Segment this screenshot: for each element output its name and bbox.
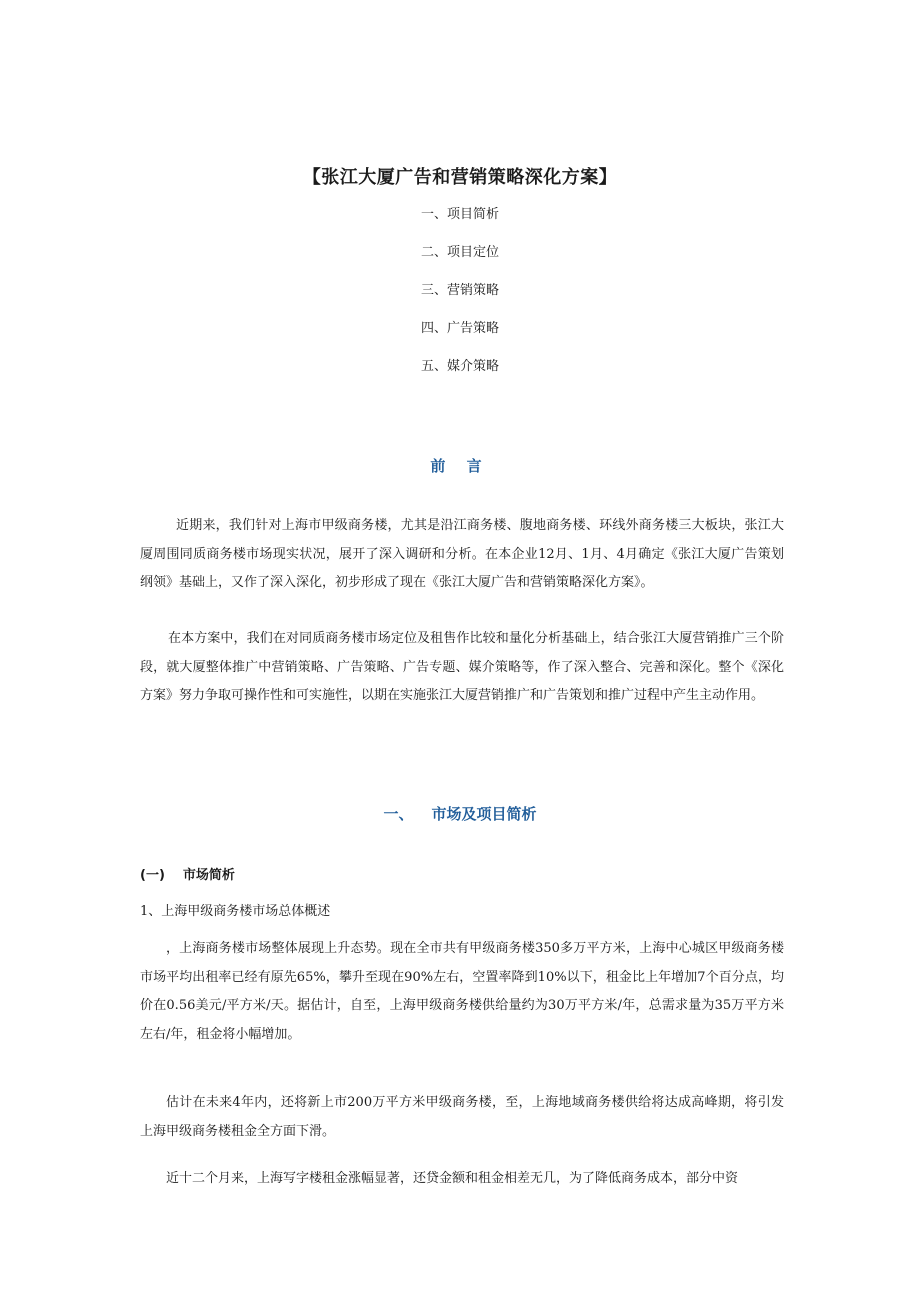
toc-item: 二、项目定位 <box>420 245 499 260</box>
document-title: 【张江大厦广告和营销策略深化方案】 <box>302 167 618 188</box>
item-heading: 1、上海甲级商务楼市场总体概述 <box>140 904 331 919</box>
section-heading <box>0 803 920 824</box>
toc-item: 五、媒介策略 <box>420 359 499 374</box>
table-of-contents <box>0 203 920 393</box>
subsection-heading <box>140 864 235 883</box>
body-paragraph: ，上海商务楼市场整体展现上升态势。现在全市共有甲级商务楼350多万平方米，上海中心城区甲级商务楼市场平均出租率已经有原先65%，攀升至现在90%左右，空置率降到10%以下，租金比上年增加7个百分点，均价在0.56美元/平方米/天。据估计，自至，上海甲级商务楼供给量约为30万平方米/年，总需求量为35万平方米左右/年，租金将小幅增加。 <box>140 941 784 1042</box>
toc-item: 一、项目简析 <box>420 207 499 222</box>
toc-item: 三、营销策略 <box>420 283 499 298</box>
preface-paragraph: 近期来，我们针对上海市甲级商务楼，尤其是沿江商务楼、腹地商务楼、环线外商务楼三大板块，张江大厦周围同质商务楼市场现实状况，展开了深入调研和分析。在本企业12月、1月、4月确定《张江大厦广告策划纲领》基础上，又作了深入深化，初步形成了现在《张江大厦广告和营销策略深化方案》。 <box>140 518 784 591</box>
subsection-label: 市场简析 <box>182 868 235 883</box>
preface-paragraph: 在本方案中，我们在对同质商务楼市场定位及租售作比较和量化分析基础上，结合张江大厦营销推广三个阶段，就大厦整体推广中营销策略、广告策略、广告专题、媒介策略等，作了深入整合、完善和深化。整个《深化方案》努力争取可操作性和可实施性，以期在实施张江大厦营销推广和广告策划和推广过程中产生主动作用。 <box>140 631 784 704</box>
subsection-number: (一) <box>140 868 165 883</box>
section-number: 一、 <box>383 805 414 823</box>
toc-item: 四、广告策略 <box>420 321 499 336</box>
body-paragraph: 近十二个月来，上海写字楼租金涨幅显著，还贷金额和租金相差无几，为了降低商务成本，部分中资 <box>166 1171 739 1186</box>
section-label: 市场及项目简析 <box>431 805 537 823</box>
preface-heading: 前 言 <box>430 457 490 475</box>
body-paragraph: 估计在未来4年内，还将新上市200万平方米甲级商务楼，至，上海地域商务楼供给将达成高峰期，将引发上海甲级商务楼租金全方面下滑。 <box>140 1095 784 1139</box>
